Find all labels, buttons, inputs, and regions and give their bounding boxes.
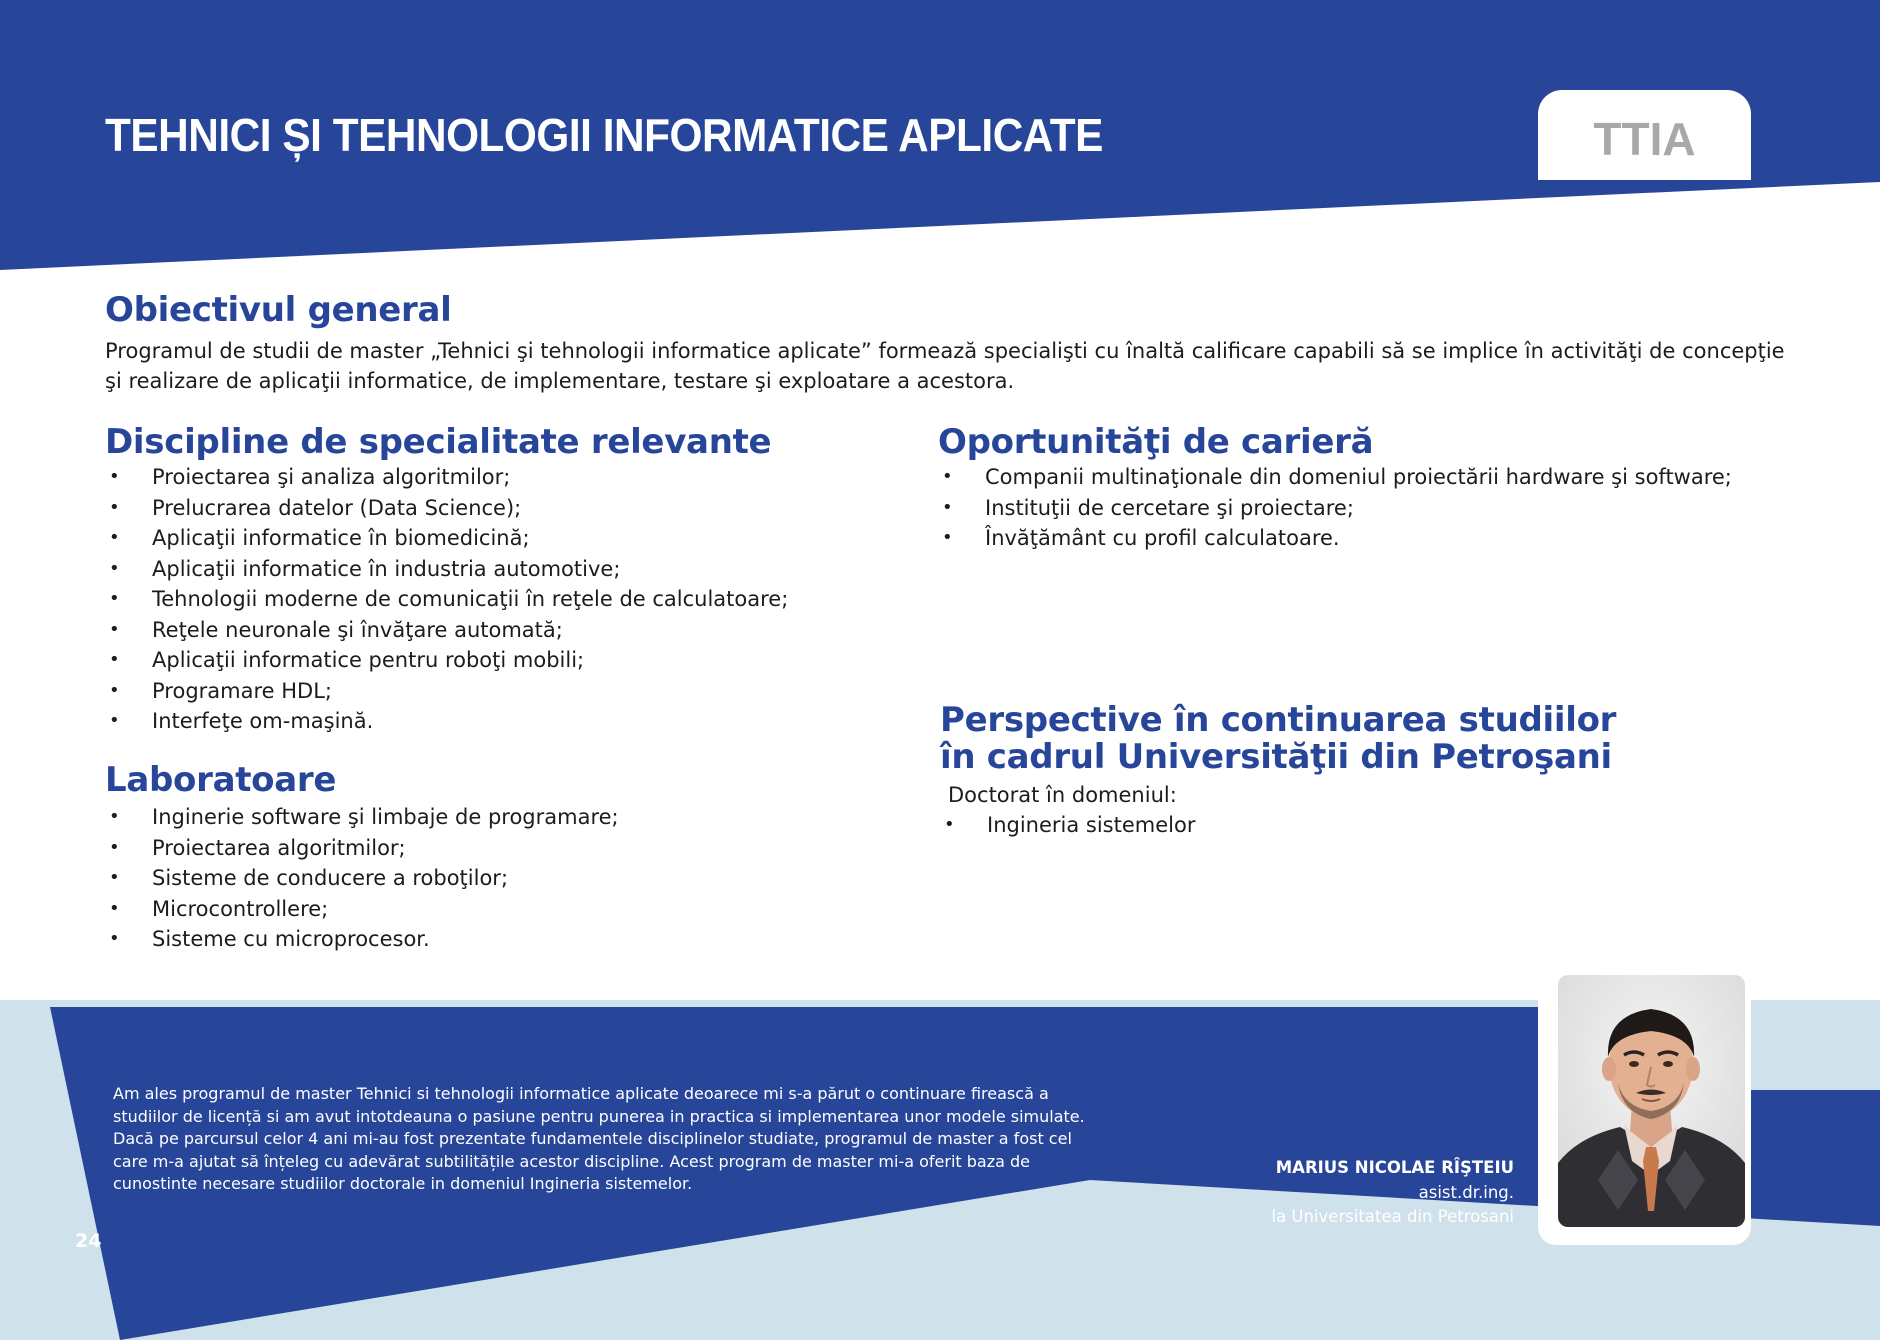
- labs-list: [105, 802, 619, 955]
- list-item: • Inginerie software şi limbaje de programare;: [105, 802, 619, 833]
- testimonial-role: asist.dr.ing.: [1418, 1183, 1514, 1202]
- testimonial-institution: la Universitatea din Petrosani: [1271, 1207, 1514, 1226]
- careers-heading: Oportunităţi de carieră: [938, 422, 1374, 462]
- list-item: • Prelucrarea datelor (Data Science);: [105, 493, 788, 524]
- objective-section: [105, 290, 1785, 396]
- list-item: • Tehnologii moderne de comunicaţii în reţele de calculatoare;: [105, 584, 788, 615]
- labs-section: [105, 760, 619, 955]
- careers-section: [938, 422, 1732, 554]
- list-item: • Sisteme cu microprocesor.: [105, 924, 619, 955]
- careers-list: [938, 462, 1732, 554]
- list-item: • Reţele neuronale şi învăţare automată;: [105, 615, 788, 646]
- list-item: • Interfeţe om-maşină.: [105, 706, 788, 737]
- perspective-intro: Doctorat în domeniul:: [948, 783, 1177, 807]
- list-item: • Programare HDL;: [105, 676, 788, 707]
- list-item: • Aplicaţii informatice în industria automotive;: [105, 554, 788, 585]
- list-item: • Companii multinaţionale din domeniul proiectării hardware şi software;: [938, 462, 1732, 493]
- list-item: • Ingineria sistemelor: [940, 810, 1616, 841]
- disciplines-list: [105, 462, 788, 737]
- perspective-heading-line1: Perspective în continuarea studiilor: [940, 700, 1617, 740]
- list-item: • Proiectarea şi analiza algoritmilor;: [105, 462, 788, 493]
- list-item: • Microcontrollere;: [105, 894, 619, 925]
- testimonial-name: MARIUS NICOLAE RÎŞTEIU: [1275, 1158, 1514, 1177]
- list-item: • Aplicaţii informatice în biomedicină;: [105, 523, 788, 554]
- disciplines-heading: Discipline de specialitate relevante: [105, 422, 772, 462]
- objective-heading: Obiectivul general: [105, 290, 452, 330]
- perspective-section: [940, 702, 1616, 841]
- objective-text: Programul de studii de master „Tehnici şi tehnologii informatice aplicate” formează specialişti cu înaltă calificare capabili să se implice în activităţi de concepţie şi realizare de aplicaţii informatice, de implementare, testare şi exploatare a acestora.: [105, 339, 1785, 393]
- list-item: • Sisteme de conducere a roboţilor;: [105, 863, 619, 894]
- person-portrait-icon: [1558, 975, 1745, 1227]
- portrait-photo: [1558, 975, 1745, 1227]
- list-item: • Învăţământ cu profil calculatoare.: [938, 523, 1732, 554]
- perspective-list: [940, 810, 1616, 841]
- list-item: • Instituţii de cercetare şi proiectare;: [938, 493, 1732, 524]
- program-code-label: TTIA: [1593, 113, 1696, 165]
- list-item: • Aplicaţii informatice pentru roboţi mobili;: [105, 645, 788, 676]
- testimonial-text: Am ales programul de master Tehnici si tehnologii informatice aplicate deoarece mi s-a părut o continuare firească a studiilor de licență si am avut intotdeauna o pasiune pentru punerea in practica si implementarea unor modele simulate. Dacă pe parcursul celor 4 ani mi-au fost prezentate fundamentele disciplinelor studiate, programul de master a fost cel care m-a ajutat să înțeleg cu adevărat subtilitățile acestor discipline. Acest program de master mi-a oferit baza de cunostinte necesare studiilor doctorale in domeniul Ingineria sistemelor.: [113, 1084, 1085, 1193]
- disciplines-section: [105, 422, 788, 737]
- program-code-tab: [1538, 90, 1751, 180]
- list-item: • Proiectarea algoritmilor;: [105, 833, 619, 864]
- page-number: 24: [75, 1230, 102, 1252]
- page-title: TEHNICI ȘI TEHNOLOGII INFORMATICE APLICATE: [105, 109, 1103, 161]
- perspective-heading: [940, 702, 1616, 776]
- labs-heading: Laboratoare: [105, 760, 337, 800]
- perspective-heading-line2: în cadrul Universităţii din Petroşani: [940, 737, 1612, 777]
